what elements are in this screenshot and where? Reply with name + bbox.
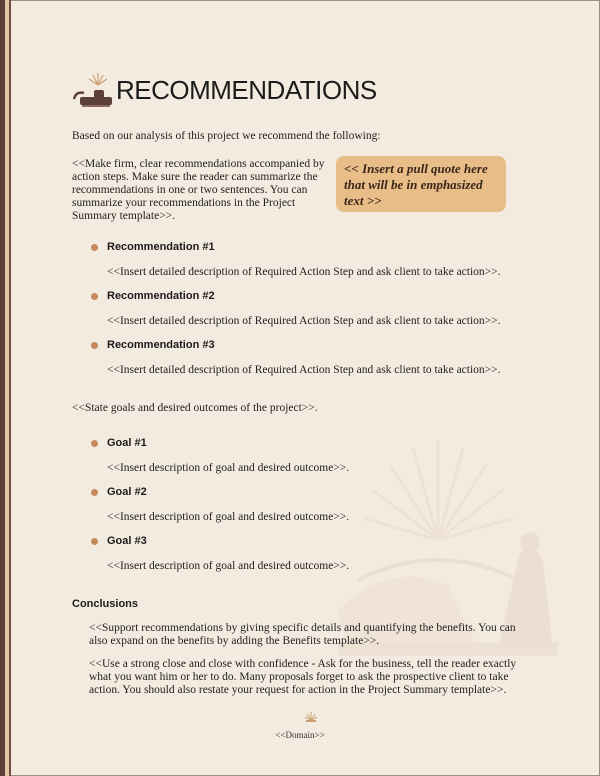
conclusions-paragraph-1: <<Support recommendations by giving specific details and quantifying the benefits. You can also expand on the benefits by adding the Benefits template>>. [89,622,516,647]
page-header [70,70,377,110]
goal-2-label: Goal #2 [107,486,147,498]
intro-text: Based on our analysis of this project we recommend the following: [72,130,381,142]
page-title: RECOMMENDATIONS [116,74,377,105]
recommendation-2-label: Recommendation #2 [107,290,215,302]
bullet-icon [91,440,98,447]
woodworking-plane-icon [70,71,114,109]
footer-domain: <<Domain>> [275,730,325,740]
recommendation-3-label: Recommendation #3 [107,339,215,351]
recommendation-1-label: Recommendation #1 [107,241,215,253]
goals-intro-text: <<State goals and desired outcomes of the project>>. [72,402,318,414]
goal-2-description: <<Insert description of goal and desired outcome>>. [107,511,350,523]
left-border-inner [9,0,11,776]
recommendation-1-description: <<Insert detailed description of Required Action Step and ask client to take action>>. [107,266,501,278]
goal-1-description: <<Insert description of goal and desired outcome>>. [107,462,350,474]
recommendation-3-description: <<Insert detailed description of Required Action Step and ask client to take action>>. [107,364,501,376]
conclusions-paragraph-2: <<Use a strong close and close with confidence - Ask for the business, tell the reader exactly what you want him or her to do. Many proposals forget to ask the prospective client to take action. You should also restate your request for action in the Project Summary template>>. [89,658,517,696]
bullet-icon [91,538,98,545]
conclusions-heading: Conclusions [72,598,139,610]
pull-quote: << Insert a pull quote here that will be in emphasized text >> [336,156,506,212]
goal-1-label: Goal #1 [107,437,147,449]
instruction-text: <<Make firm, clear recommendations accompanied by action steps. Make sure the reader can summarize the recommendations in one or two sentences. You can summarize your recommendations in the Project Summary template>>. [72,158,325,222]
bullet-icon [91,244,98,251]
bullet-icon [91,342,98,349]
goal-3-description: <<Insert description of goal and desired outcome>>. [107,560,350,572]
bullet-icon [91,489,98,496]
sunburst-icon [304,710,318,724]
goal-3-label: Goal #3 [107,535,147,547]
bullet-icon [91,293,98,300]
recommendation-2-description: <<Insert detailed description of Required Action Step and ask client to take action>>. [107,315,501,327]
